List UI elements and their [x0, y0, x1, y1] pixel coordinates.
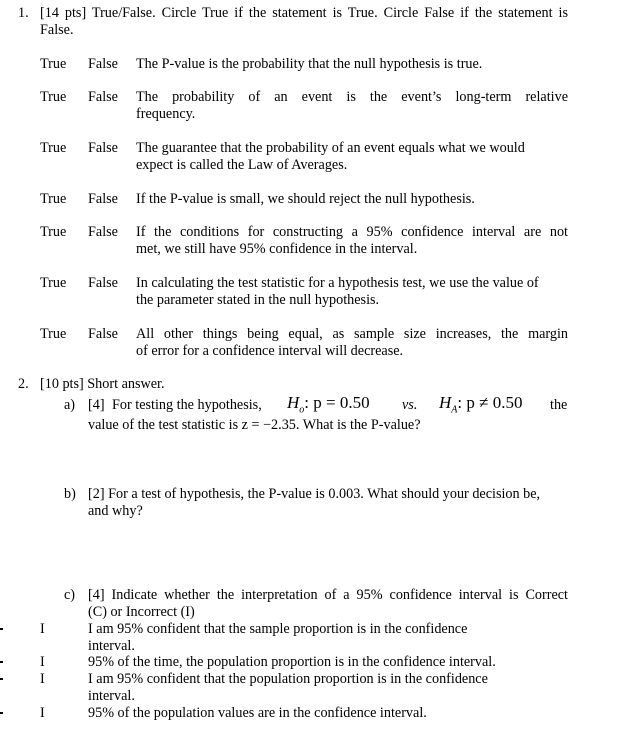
q2c-item-4-line1: 95% of the population values are in the confidence interval.	[88, 705, 427, 721]
q1-header-line2: False.	[40, 22, 74, 38]
q1-item-3-statement-line1: The guarantee that the probability of an event equals what we would	[136, 140, 525, 156]
margin-mark	[0, 628, 3, 630]
q1-item-1-statement: The P-value is the probability that the null hypothesis is true.	[136, 56, 483, 72]
q1-item-3-false[interactable]: False	[88, 140, 118, 156]
q1-item-6-true[interactable]: True	[40, 275, 67, 291]
margin-mark	[0, 661, 3, 663]
q1-item-5-statement-line2: met, we still have 95% confidence in the interval.	[136, 241, 418, 257]
q1-item-1-true[interactable]: True	[40, 56, 67, 72]
q2c-item-1-line2: interval.	[88, 638, 135, 654]
q1-item-7-true[interactable]: True	[40, 326, 67, 342]
margin-mark	[0, 678, 3, 680]
q1-item-6-statement-line2: the parameter stated in the null hypothesis.	[136, 292, 380, 308]
q1-item-4-statement: If the P-value is small, we should reject the null hypothesis.	[136, 191, 475, 207]
q1-item-5-true[interactable]: True	[40, 224, 67, 240]
q2c-line1: [4] Indicate whether the interpretation of a 95% confidence interval is Correct	[88, 587, 568, 603]
q1-item-7-statement-line1: All other things being equal, as sample size increases, the margin	[136, 326, 568, 342]
q1-item-2-statement-line1: The probability of an event is the event’s long-term relative	[136, 89, 568, 105]
q1-item-6-false[interactable]: False	[88, 275, 118, 291]
q1-header-line1: [14 pts] True/False. Circle True if the statement is True. Circle False if the statement is	[40, 5, 568, 21]
q2c-item-2-mark: I	[40, 654, 45, 670]
q2c-item-3-line1: I am 95% confident that the population proportion is in the confidence	[88, 671, 488, 687]
q1-item-5-statement-line1: If the conditions for constructing a 95% confidence interval are not	[136, 224, 568, 240]
q2c-item-1-line1: I am 95% confident that the sample proportion is in the confidence	[88, 621, 468, 637]
q1-item-2-true[interactable]: True	[40, 89, 67, 105]
q2a-text-post: the	[550, 397, 568, 413]
q1-item-7-statement-line2: of error for a confidence interval will decrease.	[136, 343, 404, 359]
q2c-item-3-mark: I	[40, 671, 45, 687]
q1-item-7-false[interactable]: False	[88, 326, 118, 342]
q1-item-1-false[interactable]: False	[88, 56, 118, 72]
q2c-item-2-line1: 95% of the time, the population proportion is in the confidence interval.	[88, 654, 496, 670]
q2b-line1: [2] For a test of hypothesis, the P-value is 0.003. What should your decision be,	[88, 486, 541, 502]
q2-header: [10 pts] Short answer.	[40, 376, 165, 392]
q2b-label: b)	[64, 486, 76, 502]
q2a-points: [4]	[88, 397, 105, 413]
q2-number: 2.	[18, 376, 29, 392]
q2a-null-hypothesis: $H_o$: p = 0.50	[287, 393, 370, 416]
q2a-text-pre: For testing the hypothesis,	[112, 397, 262, 413]
q1-item-3-true[interactable]: True	[40, 140, 67, 156]
q1-item-4-true[interactable]: True	[40, 191, 67, 207]
q1-item-5-false[interactable]: False	[88, 224, 118, 240]
q2c-item-3-line2: interval.	[88, 688, 135, 704]
q2a-vs: vs.	[402, 397, 418, 413]
q2c-line2: (C) or Incorrect (I)	[88, 604, 195, 620]
q2a-line2: value of the test statistic is z = −2.35. What is the P-value?	[88, 417, 421, 433]
q1-number: 1.	[18, 5, 29, 21]
q2b-line2: and why?	[88, 503, 143, 519]
q2a-label: a)	[64, 397, 76, 413]
q2c-label: c)	[64, 587, 76, 603]
q1-item-3-statement-line2: expect is called the Law of Averages.	[136, 157, 348, 173]
q1-item-2-false[interactable]: False	[88, 89, 118, 105]
q2c-item-4-mark: I	[40, 705, 45, 721]
margin-mark	[0, 712, 3, 714]
q1-item-6-statement-line1: In calculating the test statistic for a hypothesis test, we use the value of	[136, 275, 539, 291]
q1-item-2-statement-line2: frequency.	[136, 106, 196, 122]
q2c-item-1-mark: I	[40, 621, 45, 637]
q1-item-4-false[interactable]: False	[88, 191, 118, 207]
q2a-alt-hypothesis: $H_A$: p ≠ 0.50	[439, 393, 523, 416]
